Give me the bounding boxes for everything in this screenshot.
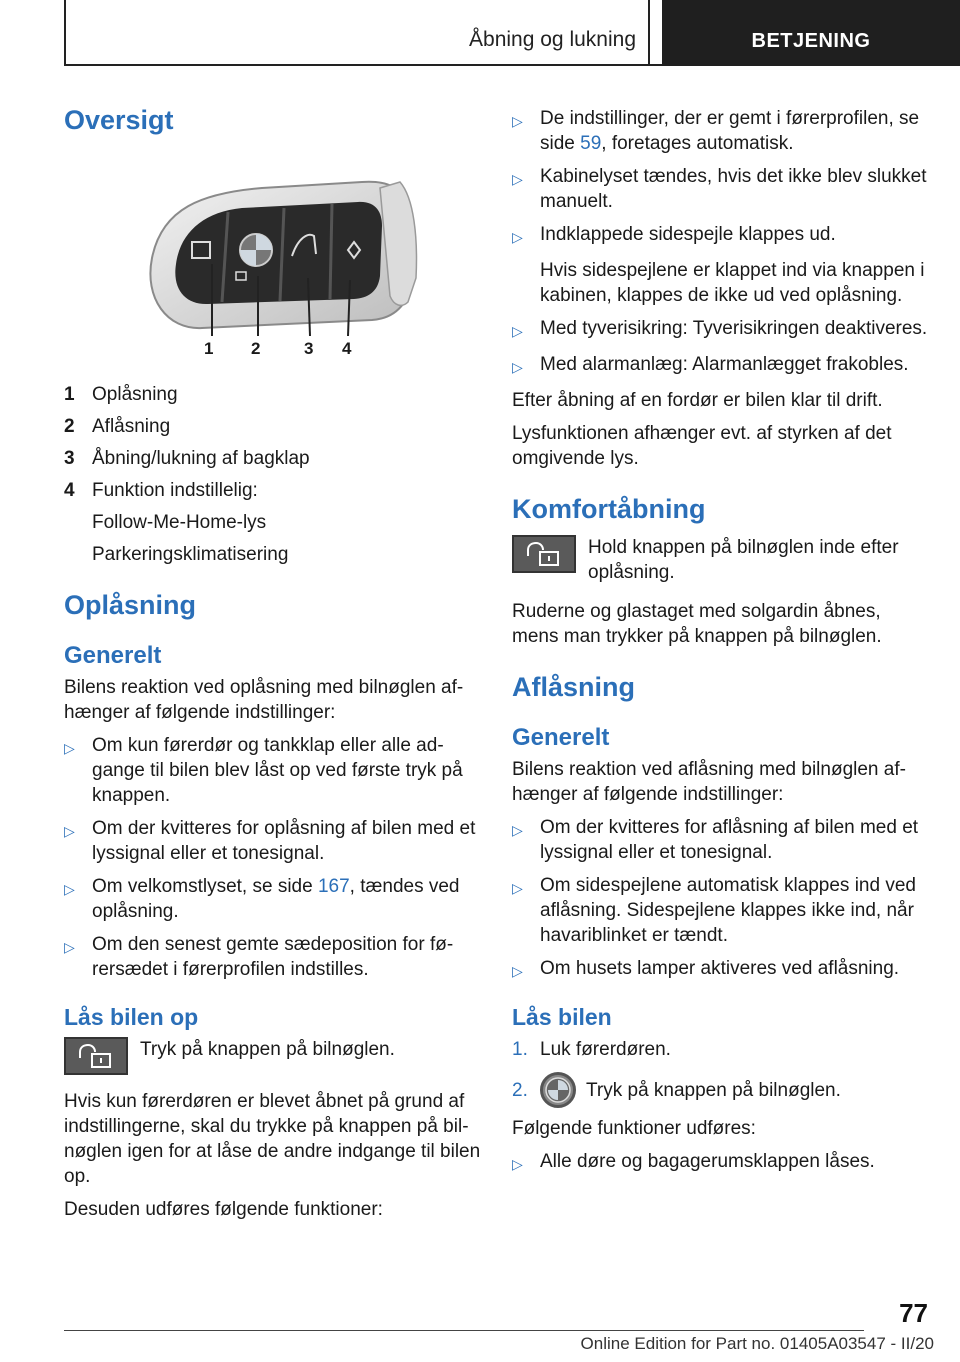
- driver-door-paragraph: Hvis kun førerdøren er blevet åbnet på grund af indstillingerne, skal du trykke på knappen på bilnøglen igen for at låse de andre indgange til bilen op.: [64, 1091, 481, 1188]
- legend-item: [64, 414, 484, 439]
- light-paragraph: Lysfunktionen afhænger evt. af styrken af det omgivende lys.: [512, 423, 892, 469]
- step-item: [512, 1037, 932, 1062]
- unlock-car-instruction: [64, 1037, 484, 1075]
- list-item-text: , tændes ved oplåsning.: [92, 875, 460, 922]
- list-item-text: , foretages automatisk.: [601, 133, 794, 154]
- triangle-bullet-icon: ▷: [64, 880, 75, 897]
- step-number: 1.: [512, 1039, 528, 1061]
- list-item-text: Indklappede sidespejle klappes ud.: [540, 224, 836, 245]
- list-item: [512, 1149, 932, 1177]
- legend-text: Aflåsning: [92, 416, 171, 438]
- footer-rule: [64, 1330, 864, 1331]
- bmw-logo-icon: [540, 1072, 576, 1108]
- triangle-bullet-icon: ▷: [64, 822, 75, 839]
- triangle-bullet-icon: ▷: [512, 229, 523, 245]
- legend-item: [64, 446, 484, 471]
- header-left-rule: [64, 0, 66, 66]
- list-item: [512, 164, 932, 214]
- edition-note: Online Edition for Part no. 01405A03547 - II/20: [580, 1334, 934, 1353]
- list-item-text: Om husets lamper aktiveres ved aflåsning.: [540, 957, 900, 979]
- general-intro: Bilens reaktion ved oplåsning med bilnøglen afhænger af følgende indstillinger:: [64, 676, 464, 723]
- comfort-paragraph: Ruderne og glastaget med solgardin åbnes, mens man trykker på knappen på bilnøglen.: [512, 601, 882, 648]
- list-item-text: Alle døre og bagagerumsklappen låses.: [540, 1151, 875, 1173]
- page-number: 77: [899, 1298, 928, 1328]
- list-item-note: [512, 258, 932, 308]
- list-item: [64, 874, 484, 924]
- legend-text: Oplåsning: [92, 384, 178, 406]
- list-item-text: Med alarmanlæg: Alarmanlægget frakobles.: [540, 354, 909, 375]
- list-item: [512, 106, 932, 156]
- triangle-bullet-icon: ▷: [512, 821, 523, 838]
- lock-heading: Aflåsning: [512, 672, 636, 703]
- triangle-bullet-icon: ▷: [512, 171, 523, 187]
- step-text: Tryk på knappen på bilnøglen.: [586, 1079, 841, 1101]
- chapter-title: Åbning og lukning: [469, 28, 636, 51]
- figure-label-3: 3: [304, 339, 314, 359]
- section-tab: BETJENING: [662, 0, 960, 66]
- legend-number: 2: [64, 416, 75, 438]
- unlock-settings-list: [64, 733, 484, 982]
- step-text: Luk førerdøren.: [540, 1039, 671, 1061]
- unlock-functions-list: [512, 106, 932, 380]
- lock-general-subheading: Generelt: [512, 723, 610, 751]
- list-item-text: Om kun førerdør og tankklap eller alle adgange til bilen blev låst op ved første tryk på knappen.: [92, 734, 463, 806]
- fob-button-legend: [64, 382, 484, 567]
- list-item: [512, 956, 932, 984]
- key-fob-illustration: [132, 168, 422, 364]
- triangle-bullet-icon: ▷: [512, 323, 523, 339]
- lock-car-subheading: Lås bilen: [512, 1003, 612, 1030]
- step-item: [512, 1072, 932, 1108]
- list-item-text: Om den senest gemte sædeposition for førersædet i førerprofilen indstilles.: [92, 933, 454, 980]
- right-column: [512, 106, 932, 1185]
- list-item: [512, 222, 932, 250]
- legend-number: 3: [64, 448, 75, 470]
- step-number: 2.: [512, 1079, 528, 1101]
- legend-item: [64, 478, 484, 503]
- list-item: [512, 873, 932, 948]
- page-link-167[interactable]: 167: [317, 875, 350, 897]
- mirror-note-text: Hvis sidespejlene er klappet ind via knappen i kabinen, klappes de ikke ud ved oplåsning.: [540, 260, 925, 306]
- list-item: [64, 816, 484, 866]
- comfort-text: Hold knappen på bilnøglen inde efter oplåsning.: [588, 537, 899, 584]
- triangle-bullet-icon: ▷: [64, 938, 75, 955]
- additional-functions-paragraph: Desuden udføres følgende funktioner:: [64, 1199, 383, 1221]
- list-item: [64, 733, 484, 808]
- figure-label-1: 1: [204, 339, 214, 359]
- functions-intro: Følgende funktioner udføres:: [512, 1118, 756, 1140]
- list-item: [64, 932, 484, 982]
- legend-text: Åbning/lukning af bagklap: [92, 448, 310, 470]
- legend-text: Funktion indstillelig:: [92, 480, 258, 502]
- triangle-bullet-icon: ▷: [64, 739, 75, 756]
- list-item-text: Om sidespejlene automatisk klappes ind ved aflåsning. Sidespejlene klappes ikke ind, når havariblinket er tændt.: [540, 874, 916, 946]
- triangle-bullet-icon: ▷: [512, 962, 523, 979]
- figure-label-2: 2: [251, 339, 261, 359]
- figure-label-4: 4: [342, 339, 352, 359]
- unlock-button-icon: [512, 535, 576, 573]
- ready-paragraph: Efter åbning af en fordør er bilen klar til drift.: [512, 390, 883, 411]
- legend-number: 1: [64, 384, 75, 406]
- legend-subitem: Follow-Me-Home-lys: [92, 512, 267, 534]
- lock-functions-list: [512, 1149, 932, 1177]
- legend-number: 4: [64, 480, 75, 502]
- list-item: [512, 352, 932, 380]
- comfort-instruction: [512, 535, 932, 585]
- triangle-bullet-icon: ▷: [512, 879, 523, 896]
- left-column: [64, 100, 484, 1222]
- header-separator: [648, 0, 650, 66]
- list-item-text: Kabinelyset tændes, hvis det ikke blev slukket manuelt.: [540, 166, 927, 212]
- list-item-text: Om velkomstlyset, se side: [92, 875, 313, 897]
- triangle-bullet-icon: ▷: [512, 359, 523, 375]
- list-item-text: Med tyverisikring: Tyverisikringen deaktiveres.: [540, 318, 928, 339]
- triangle-bullet-icon: ▷: [512, 113, 523, 129]
- unlock-heading: Oplåsning: [64, 590, 197, 621]
- list-item-text: Om der kvitteres for oplåsning af bilen med et lyssignal eller et tonesignal.: [92, 817, 476, 864]
- unlock-car-text: Tryk på knappen på bilnøglen.: [140, 1039, 395, 1061]
- comfort-heading: Komfortåbning: [512, 494, 706, 524]
- unlock-button-icon: [64, 1037, 128, 1075]
- page-link-59[interactable]: 59: [580, 133, 602, 154]
- key-fob-figure: [132, 168, 422, 364]
- list-item: [512, 316, 932, 344]
- list-item-text: De indstillinger, der er gemt i førerprofilen, se side: [540, 108, 920, 154]
- lock-steps: [512, 1037, 932, 1108]
- general-subheading: Generelt: [64, 641, 162, 669]
- lock-intro: Bilens reaktion ved aflåsning med bilnøglen afhænger af følgende indstillinger:: [512, 758, 906, 805]
- legend-item: [64, 382, 484, 407]
- list-item-text: Om der kvitteres for aflåsning af bilen med et lyssignal eller et tonesignal.: [540, 816, 919, 863]
- unlock-car-subheading: Lås bilen op: [64, 1003, 199, 1030]
- lock-settings-list: [512, 815, 932, 984]
- triangle-bullet-icon: ▷: [512, 1156, 523, 1173]
- list-item: [512, 815, 932, 865]
- legend-subitem: Parkeringsklimatisering: [92, 544, 289, 566]
- overview-heading: Oversigt: [64, 105, 174, 135]
